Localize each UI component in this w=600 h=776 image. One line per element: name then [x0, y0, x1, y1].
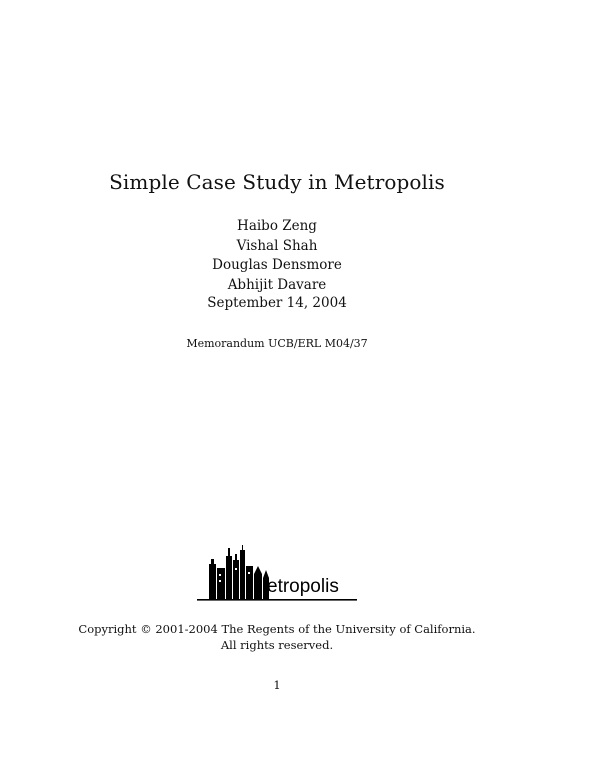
memorandum-number: Memorandum UCB/ERL M04/37: [186, 337, 368, 350]
document-date: September 14, 2004: [207, 295, 347, 311]
author-name: Vishal Shah: [236, 237, 318, 254]
document-title: Simple Case Study in Metropolis: [109, 170, 445, 194]
author-name: Douglas Densmore: [212, 257, 342, 273]
page-number: 1: [273, 678, 281, 692]
metropolis-logo: [197, 544, 362, 602]
rights-line: All rights reserved.: [220, 638, 334, 652]
logo-wordmark: etropolis: [267, 576, 339, 597]
copyright-line: Copyright © 2001-2004 The Regents of the University of California.: [78, 622, 476, 636]
author-list: [0, 217, 554, 295]
copyright-notice: [0, 621, 554, 653]
author-name: Abhijit Davare: [227, 276, 327, 293]
author-name: Haibo Zeng: [237, 218, 317, 234]
